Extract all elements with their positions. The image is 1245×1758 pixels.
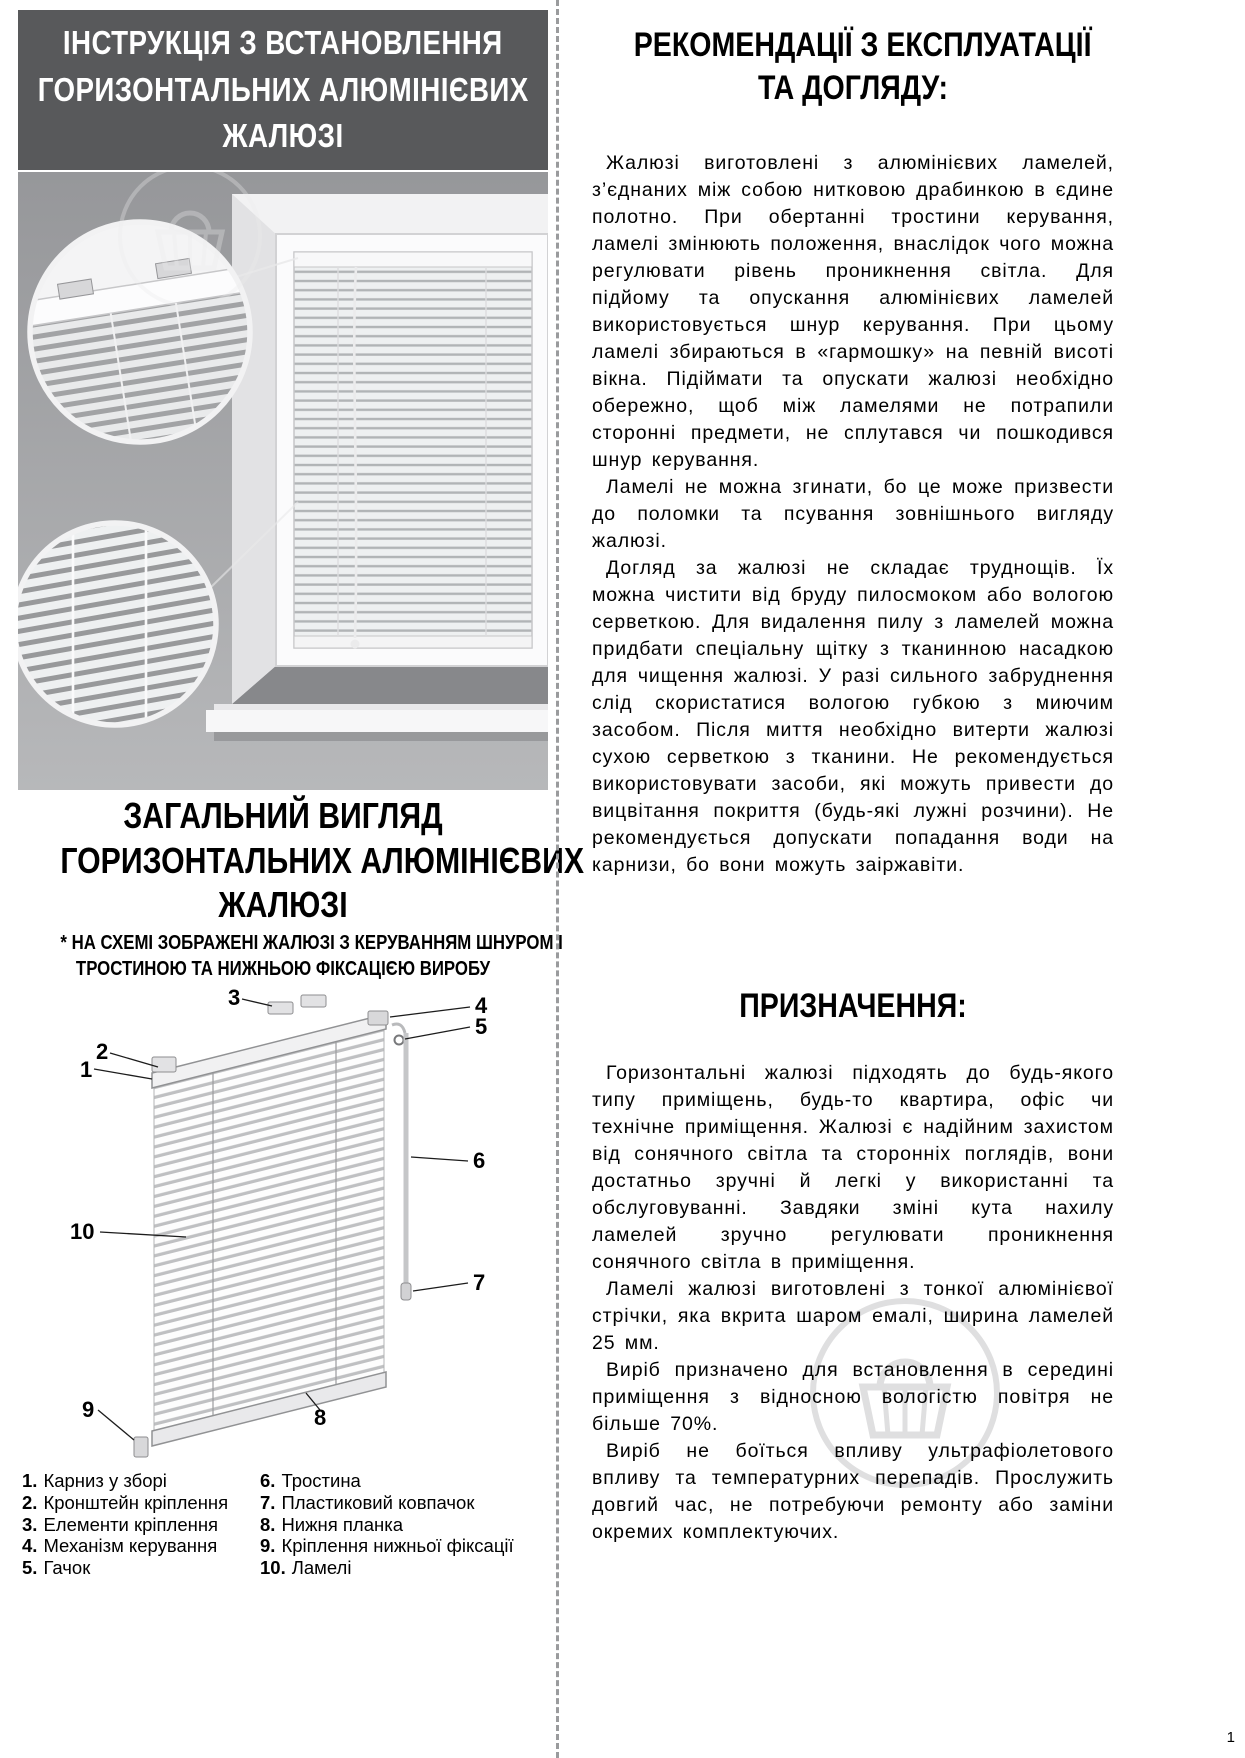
overview-note-line: * НА СХЕМІ ЗОБРАЖЕНІ ЖАЛЮЗІ З КЕРУВАННЯМ ШНУРОМ І bbox=[60, 932, 563, 954]
legend-item: 10. Ламелі bbox=[260, 1557, 352, 1579]
legend-item: 4. Механізм керування bbox=[22, 1535, 218, 1557]
legend-item: 1. Карниз у зборі bbox=[22, 1470, 167, 1491]
install-header-line: ЖАЛЮЗІ bbox=[222, 117, 344, 155]
column-separator bbox=[556, 0, 559, 1758]
legend-item: 5. Гачок bbox=[22, 1557, 91, 1579]
window-photo-svg bbox=[18, 172, 548, 790]
parts-legend bbox=[22, 1470, 548, 1579]
window-illustration bbox=[18, 172, 548, 790]
purpose-paragraph: Горизонтальні жалюзі підходять до будь-якого типу приміщень, будь-то квартира, офіс чи технічне приміщення. Жалюзі є надійним захистом від сонячного світла та сторонніх поглядів, вони достатньо зручні й легкі у використанні та обслуговуванні. Завдяки зміні кута нахилу ламелей зручно регулювати проникнення сонячного світла в приміщення. bbox=[592, 1061, 1114, 1273]
purpose-body bbox=[592, 1060, 1114, 1546]
wand bbox=[392, 1024, 411, 1300]
legend-item: 8. Нижня планка bbox=[260, 1513, 403, 1535]
purpose-paragraph: Ламелі жалюзі виготовлені з тонкої алюмінієвої стрічки, яка вкрита шаром емалі, ширина ламелей 25 мм. bbox=[592, 1277, 1114, 1354]
callout-number-6: 6 bbox=[473, 1148, 486, 1173]
care-paragraph: Жалюзі виготовлені з алюмінієвих ламелей, з’єднаних між собою нитковою драбинкою в єдине полотно. При обертанні тростини керування, ламелі змінюють положення, внаслідок чого можна регулювати рівень проникнення світла. Для підйому та опускання алюмінієвих ламелей використовується шнур керування. При цьому ламелі збираються в «гармошку» на певній висоті вікна. Підіймати та опускати жалюзі необхідно обережно, щоб між ламелями не потрапили сторонні предмети, не сплутався чи пошкодився шнур керування. bbox=[592, 151, 1114, 471]
overview-title-line: ГОРИЗОНТАЛЬНИХ АЛЮМІНІЄВИХ bbox=[60, 839, 585, 881]
callout-number-8: 8 bbox=[314, 1405, 327, 1430]
legend-item: 2. Кронштейн кріплення bbox=[22, 1491, 229, 1513]
cord-tassel bbox=[351, 640, 360, 649]
callout-number-10: 10 bbox=[70, 1219, 95, 1244]
wand-cap bbox=[401, 1283, 411, 1300]
overview-note-line: ТРОСТИНОЮ ТА НИЖНЬОЮ ФІКСАЦІЄЮ ВИРОБУ bbox=[75, 958, 491, 980]
care-title bbox=[592, 24, 1114, 110]
callout-number-9: 9 bbox=[82, 1397, 95, 1422]
overview-title bbox=[18, 794, 585, 928]
overview-note bbox=[18, 930, 563, 982]
legend-item: 3. Елементи кріплення bbox=[22, 1513, 219, 1535]
blinds-diagram-svg bbox=[18, 985, 548, 1463]
mounting-clips bbox=[268, 995, 326, 1014]
legend-item: 9. Кріплення нижньої фіксації bbox=[260, 1535, 514, 1557]
callout-number-3: 3 bbox=[228, 985, 241, 1010]
callout-number-7: 7 bbox=[473, 1270, 486, 1295]
legend-item: 7. Пластиковий ковпачок bbox=[260, 1491, 475, 1513]
install-header bbox=[18, 10, 548, 170]
window bbox=[232, 194, 548, 704]
window-bottom-rail bbox=[294, 636, 532, 648]
purpose-paragraph: Виріб не боїться впливу ультрафіолетового впливу та температурних перепадів. Прослужить довгий час, не потребуючи ремонту або заміни окремих комплектуючих. bbox=[592, 1439, 1114, 1543]
window-blinds bbox=[294, 252, 532, 648]
bottom-fixation bbox=[134, 1437, 148, 1457]
hook bbox=[395, 1036, 404, 1045]
callout-number-4: 4 bbox=[475, 993, 488, 1018]
install-header-line: ІНСТРУКЦІЯ З ВСТАНОВЛЕННЯ bbox=[63, 23, 503, 61]
blinds-diagram bbox=[18, 985, 548, 1463]
purpose-title: ПРИЗНАЧЕННЯ: bbox=[739, 986, 967, 1025]
callout-number-5: 5 bbox=[475, 1014, 488, 1039]
care-section bbox=[592, 24, 1114, 1546]
legend-column-1 bbox=[22, 1470, 260, 1579]
care-paragraph: Ламелі не можна згинати, бо це може призвести до поломки та псування зовнішнього вигляду жалюзі. bbox=[592, 475, 1114, 552]
mounting-bracket bbox=[152, 1057, 176, 1072]
window-head-rail bbox=[294, 252, 532, 267]
callout-number-1: 1 bbox=[80, 1057, 93, 1082]
control-mechanism bbox=[368, 1011, 388, 1025]
legend-item: 6. Тростина bbox=[260, 1470, 361, 1491]
care-title-line: РЕКОМЕНДАЦІЇ З ЕКСПЛУАТАЦІЇ bbox=[633, 26, 1092, 64]
purpose-paragraph: Виріб призначено для встановлення в середині приміщення з відносною вологістю повітря не більше 70%. bbox=[592, 1358, 1114, 1435]
windowsill bbox=[206, 704, 548, 741]
overview-title-line: ЖАЛЮЗІ bbox=[218, 884, 348, 926]
care-title-line: ТА ДОГЛЯДУ: bbox=[757, 68, 949, 107]
legend-column-2 bbox=[260, 1470, 548, 1579]
care-body bbox=[592, 150, 1114, 879]
care-paragraph: Догляд за жалюзі не складає труднощів. Їх можна чистити від бруду пилосмоком або вологою серветкою. Для видалення пилу з ламелей можна придбати спеціальну щітку з тканинною насадкою для чищення жалюзі. У разі сильного забруднення слід скористатися вологою губкою з миючим засобом. Після миття необхідно витерти жалюзі сухою серветкою з тканини. Не рекомендується використовувати засоби, які можуть привести до вицвітання покриття (будь-які лужні розчини). Не рекомендується допускати попадання води на карнизи, бо вони можуть заіржавіти. bbox=[592, 556, 1114, 876]
diagram-slats bbox=[154, 1028, 384, 1432]
install-header-line: ГОРИЗОНТАЛЬНИХ АЛЮМІНІЄВИХ bbox=[37, 70, 529, 108]
page-number: 1 bbox=[1226, 1729, 1235, 1746]
callout-number-2: 2 bbox=[96, 1039, 109, 1064]
overview-title-line: ЗАГАЛЬНИЙ ВИГЛЯД bbox=[123, 795, 443, 836]
